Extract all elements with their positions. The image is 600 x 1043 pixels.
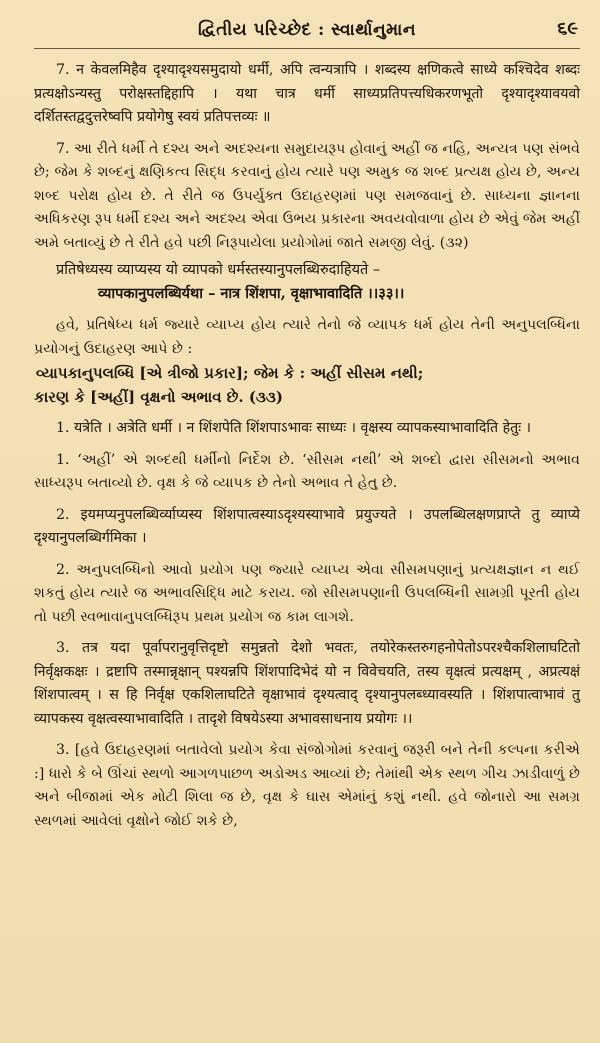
chapter-title: દ્વિતીય પરિચ્છેદ : સ્વાર્થાનુમાન <box>197 20 417 40</box>
sutra-verse-33 <box>34 258 580 306</box>
running-header <box>34 14 580 49</box>
gujarati-intro: હવે, પ્રતિષેધ્ય ધર્મ જ્યારે વ્યાપ્ય હોય ત્યારે તેનો જે વ્યાપક ધર્મ હોય તેની અનુપલબ્ધિના પ્રયોગનું ઉદાહરણ આપે છે : <box>34 317 580 357</box>
verse-line-1: प्रतिषेध्यस्य व्याप्यस्य यो व्यापको धर्मस्तस्यानुपलब्धिरुदाहियते – <box>56 262 381 278</box>
gujarati-explanation-3: 3. [હવે ઉદાહરણમાં બતાવેલો પ્રયોગ કેવા સંજોગોમાં કરવાનું જરૂરી બને તેની કલ્પના કરીએ :] ધારો કે બે ઊંચાં સ્થળો આગળપાછળ અડોઅડ આવ્યાં છે; તેમાંથી એક સ્થળ ગીચ ઝાડીવાળું છે અને બીજામાં એક મોટી શિલા જ છે, વૃક્ષ કે ઘાસ એમાંનું કશું નથી. હવે જોનારો આ સમગ્ર સ્થળમાં આવેલાં વૃક્ષોને જોઈ શકે છે, <box>34 742 580 829</box>
gujarati-explanation-7: 7. આ રીતે ધર્મી તે દશ્ય અને અદશ્યના સમુદાયરૂપ હોવાનું અહીં જ નહિ, અન્યત્ર પણ સંભવે છે; જેમ કે શબ્દનું ક્ષણિકત્વ સિદ્ધ કરવાનું હોય ત્યારે પણ અમુક જ શબ્દ પ્રત્યક્ષ હોય છે, અન્ય શબ્દ પરોક્ષ હોય છે. તે રીતે જ ઉપર્યુક્ત ઉદાહરણમાં પણ સમજવાનું છે. સાધ્યના જ્ઞાનના અધિકરણ રૂપ ધર્મી દશ્ય અને અદશ્ય એવા ઉભય પ્રકારના અવયવોવાળા હોય છે એવું જેમ અહીં અમે બતાવ્યું છે તે રીતે હવે પછી નિરૂપાયેલા પ્રયોગોમાં જાતે સમજી લેવું. (૩૨) <box>34 140 580 251</box>
sanskrit-commentary-1: 1. यत्रेति । अत्रेति धर्मी । न शिंशपेति शिंशपाऽभावः साध्यः । वृक्षस्य व्यापकस्याभावादिति हेतुः । <box>56 420 532 436</box>
gujarati-explanation-2: 2. અનુપલબ્ધિનો આવો પ્રયોગ પણ જ્યારે વ્યાપ્ય એવા સીસમપણાનું પ્રત્યક્ષજ્ઞાન ન થઈ શકતું હોય ત્યારે જ અભાવસિદ્ધિ માટે કરાય. જો સીસમપણાની ઉપલબ્ધિની સામગ્રી પૂરતી હોય તો પછી સ્વભાવાનુપલબ્ધિરૂપ પ્રથમ પ્રયોગ જ કામ લાગશે. <box>34 561 580 625</box>
sutra-line-1: વ્યાપકાનુપલબ્ધિ [એ ત્રીજો પ્રકાર]; જેમ કે : અહીં સીસમ નથી; <box>36 364 424 382</box>
verse-line-2: व्यापकानुपलब्धिर्यथा – नात्र शिंशपा, वृक्षाभावादिति ।।३३।। <box>98 285 405 302</box>
sutra-line-2: કારણ કે [અહીં] વૃક્ષનો અભાવ છે. (૩૩) <box>34 388 283 406</box>
sanskrit-commentary-2: 2. इयमप्यनुपलब्धिर्व्याप्यस्य शिंशपात्वस्याऽदृश्यस्याभावे प्रयुज्यते । उपलब्धिलक्षणप्राप्ते तु व्याप्ये दृश्यानुपलब्धिर्गमिका । <box>34 506 580 546</box>
page-number: ૬૯ <box>557 18 578 39</box>
gujarati-sutra-translation <box>34 361 580 409</box>
gujarati-explanation-1: 1. ‘અહીં’ એ શબ્દથી ધર્મીનો નિર્દેશ છે. ‘સીસમ નથી’ એ શબ્દો દ્વારા સીસમનો અભાવ સાધ્યરૂપ બતાવ્યો છે. વૃક્ષ કે જે વ્યાપક છે તેનો અભાવ તે હેતુ છે. <box>34 451 580 491</box>
sanskrit-commentary-7: 7. न केवलमिहैव दृश्यादृश्यसमुदायो धर्मी, अपि त्वन्यत्रापि । शब्दस्य क्षणिकत्वे साध्ये कश्चिदेव शब्दः प्रत्यक्षोऽन्यस्तु परोक्षस्तद्दिहापि । यथा चात्र धर्मी साध्यप्रतिपत्त्यधिकरणभूतो दृश्यादृश्यावयवो दर्शितस्तद्वदुत्तरेष्वपि प्रयोगेषु स्वयं प्रतिपत्तव्यः ॥ <box>34 62 580 125</box>
sanskrit-commentary-3: 3. तत्र यदा पूर्वापरानुवृत्तिदृष्टो समुन्नतो देशो भवतः, तयोरेकस्तरुगहनोपेतोऽपरश्चैकशिलाघटितो निर्वृक्षकक्षः । द्रष्टापि तस्मान्नृक्षान् पश्यन्नपि शिंशपादिभेदं यो न विवेचयति, तस्य वृक्षत्वं प्रत्यक्षम् , अप्रत्यक्षं शिंशपात्वम् । स हि निर्वृक्ष एकशिलाघटिते वृक्षाभावं दृश्यत्वाद् दृश्यानुपलब्ध्यावस्यति । शिंशपात्वाभावं तु व्यापकस्य वृक्षत्वस्याभावादिति । तादृशे विषयेऽस्या अभावसाधनाय प्रयोगः ।। <box>34 640 580 727</box>
